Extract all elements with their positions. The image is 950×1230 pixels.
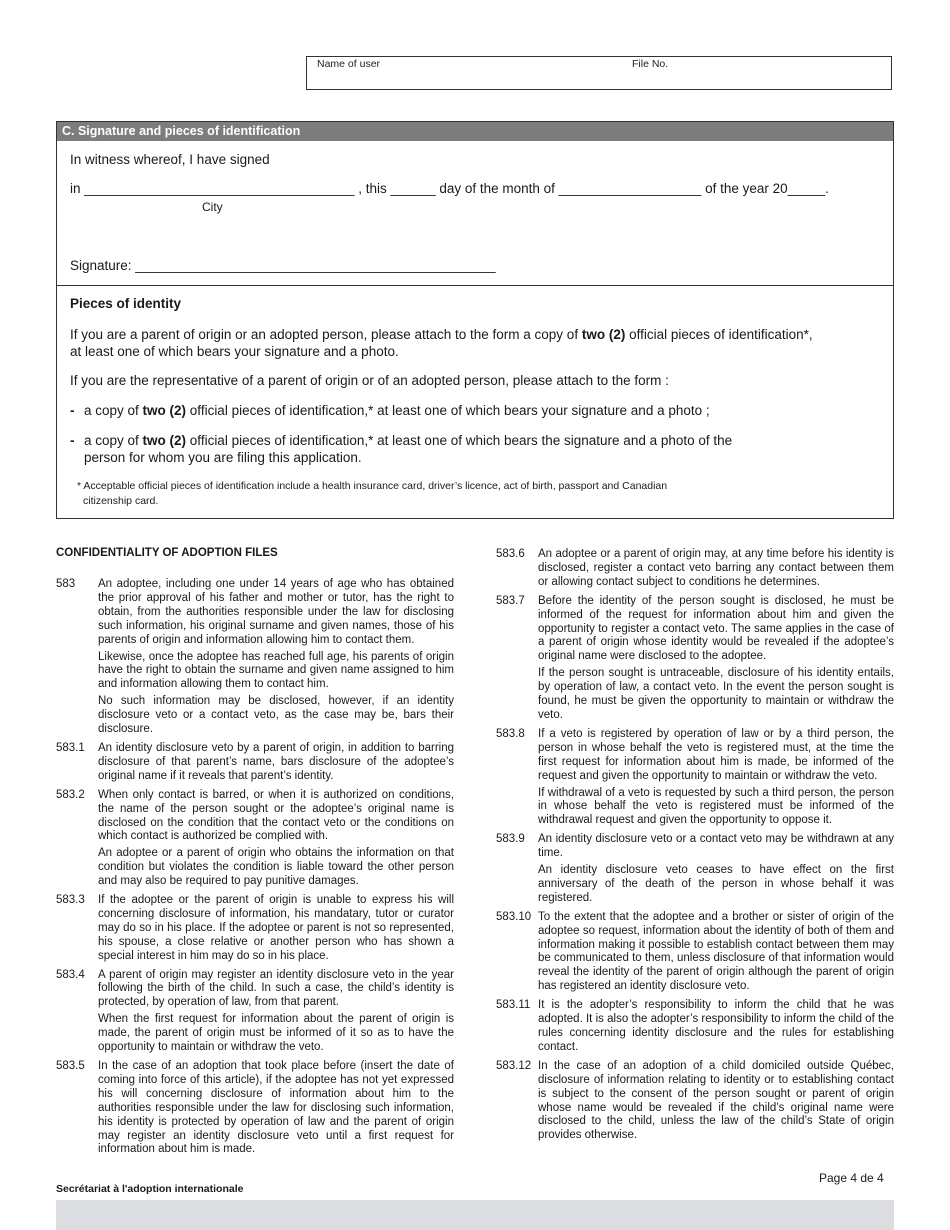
article-paragraph: If the person sought is untraceable, disclosure of his identity entails, by operation of law, a contact veto. In the event the person sought is found, he must be given the opportunity to maintain or withdraw the veto. [538,667,894,721]
article-item [496,833,894,909]
article-paragraph: In the case of an adoption of a child domiciled outside Québec, disclosure of information relating to identity or to establishing contact is subject to the consent of the person sought or parent of origin whose name would be revealed if the child’s original name were disclosed to the child, unless the law of the child’s State of origin provides otherwise. [538,1059,894,1142]
bullet-item-own-id [70,402,870,419]
article-body [98,1060,454,1160]
user-info-box [306,56,892,90]
article-paragraph: An identity disclosure veto ceases to have effect on the first anniversary of the death of the person in whose behalf it was registered. [538,864,894,904]
b2-text: a copy of [84,433,143,448]
article-paragraph: An identity disclosure veto by a parent of origin, in addition to barring disclosure of that parent’s name, bars disclosure of the adoptee’s original name if it reveals that parent’s identity. [98,741,454,782]
article-number: 583.3 [56,894,85,907]
article-body [538,833,894,909]
article-body [98,894,454,967]
article-paragraph: No such information may be disclosed, however, if an identity disclosure veto or a contact veto, as the case may be, bars their disclosure. [98,695,454,736]
date-line[interactable]: in ____________________________________ , this ______ day of the month of ___________________ of the year 20_____. [70,181,829,196]
article-number: 583.11 [496,999,531,1012]
article-item [56,578,454,740]
article-item [496,548,894,593]
article-number: 583.10 [496,910,532,923]
article-body [538,595,894,726]
pieces-of-identity-title: Pieces of identity [70,296,182,311]
bullet-dash: - [70,433,75,448]
article-body [538,728,894,831]
article-paragraph: An identity disclosure veto or a contact veto may be withdrawn at any time. [538,833,894,860]
article-paragraph: If a veto is registered by operation of law or by a third person, the person in whose behalf the veto is registered must, at the time the first request for information about him is made, be informed of the request and given the opportunity to maintain or withdraw the veto. [538,727,894,782]
b2-line2: person for whom you are filing this application. [84,450,362,465]
article-body [98,789,454,892]
article-paragraph: When the first request for information about the parent of origin is made, the parent of origin must be informed of it so as to have the opportunity to maintain or withdraw the veto. [98,1013,454,1054]
article-paragraph: It is the adopter’s responsibility to inform the child that he was adopted. It is also the adopter’s responsibility to inform the child of the rules concerning identity disclosure and the rules for establishing contact. [538,999,894,1053]
article-paragraph: If the adoptee or the parent of origin is unable to express his will concerning disclosure of information, his mandatary, tutor or curator may do so in his place. If the adoptee or parent is not so represented, his spouse, a close relative or another person who has shown a special interest in him may do so in his place. [98,894,454,962]
b1-bold: two (2) [142,403,187,418]
article-item [496,595,894,726]
article-number: 583.7 [496,594,525,607]
footer-bar [56,1200,894,1230]
article-paragraph: If withdrawal of a veto is requested by such a third person, the person in whose behalf the veto is registered must be informed of the withdrawal request and given the opportunity to oppose it. [538,786,894,827]
section-divider [57,285,893,286]
article-number: 583.2 [56,788,85,801]
article-paragraph: Likewise, once the adoptee has reached full age, his parents of origin have the right to obtain the surname and given name assigned to him and information allowing them to contact him. [98,650,454,691]
p1-line2: at least one of which bears your signature and a photo. [70,344,399,359]
b1-text: a copy of [84,403,143,418]
article-paragraph: An adoptee or a parent of origin may, at any time before his identity is disclosed, register a contact veto barring any contact between them or allowing contact subject to conditions he determines. [538,548,894,588]
b2-text-after: official pieces of identification,* at least one of which bears the signature and a photo of the [186,433,733,448]
footnote-line2: citizenship card. [83,494,159,507]
article-number: 583.5 [56,1060,85,1072]
article-paragraph: A parent of origin may register an identity disclosure veto in the year following the birth of the child. In such a case, the child’s identity is protected, by operation of law, from that parent. [98,968,454,1009]
article-item [496,728,894,831]
p1-bold: two (2) [581,327,626,342]
name-of-user-label: Name of user [317,58,381,70]
article-paragraph: When only contact is barred, or when it is authorized on conditions, the name of the person sought or the adoptee’s original name is disclosed on the condition that the contact veto or the conditions on which contact is authorized be complied with. [98,788,454,843]
article-number: 583.4 [56,968,85,981]
article-item [496,1060,894,1146]
p1-text-after: official pieces of identification*, [625,327,813,342]
article-body [98,578,454,740]
article-number: 583 [56,578,76,590]
article-paragraph: Before the identity of the person sought is disclosed, he must be informed of the request for information about him and given the opportunity to register a contact veto. The same applies in the case of a parent of origin whose identity would be revealed if the adoptee’s original name were disclosed to the adoptee. [538,594,894,663]
article-item [56,1060,454,1160]
b1-text-after: official pieces of identification,* at least one of which bears your signature and a photo ; [186,403,710,418]
b2-bold: two (2) [142,433,187,448]
article-item [496,911,894,997]
p1-text: If you are a parent of origin or an adopted person, please attach to the form a copy of [70,327,582,342]
signature-line[interactable]: Signature: ________________________________________________ [70,258,496,273]
article-number: 583.12 [496,1059,532,1072]
article-body [538,911,894,997]
article-body [98,742,454,787]
bullet-dash: - [70,403,75,418]
article-item [56,789,454,892]
article-body [538,999,894,1058]
article-number: 583.9 [496,833,525,846]
article-item [56,969,454,1058]
confidentiality-heading: CONFIDENTIALITY OF ADOPTION FILES [56,547,278,559]
article-body [538,1060,894,1146]
articles-right-column [496,548,894,1148]
city-label: City [202,200,223,214]
section-c-title: C. Signature and pieces of identification [57,122,893,141]
article-body [538,548,894,593]
footer-organization: Secrétariat à l'adoption internationale [56,1183,244,1195]
parent-instructions [70,326,870,360]
bullet-item-represented-id [70,432,870,466]
article-paragraph: To the extent that the adoptee and a brother or sister of origin of the adoptee so request, information about the identity of both of them and information making it possible to establish contact between them may be communicated to them, unless disclosure of that information would reveal the identity of the parent of origin although the parent of origin has registered an identity disclosure veto. [538,910,894,993]
footnote-line1: * Acceptable official pieces of identification include a health insurance card, driver’s licence, act of birth, passport and Canadian [77,480,668,492]
section-c-signature [56,121,894,519]
representative-instructions: If you are the representative of a parent of origin or of an adopted person, please attach to the form : [70,373,669,388]
page-number: Page 4 de 4 [819,1171,884,1185]
articles-left-column [56,578,454,1162]
article-paragraph: An adoptee or a parent of origin who obtains the information on that condition but violates the condition is liable toward the other person and may also be required to pay punitive damages. [98,847,454,888]
witness-line: In witness whereof, I have signed [70,152,270,167]
article-item [496,999,894,1058]
article-item [56,742,454,787]
article-number: 583.8 [496,727,525,740]
file-no-label: File No. [632,58,669,70]
article-body [98,969,454,1058]
article-item [56,894,454,967]
article-paragraph: An adoptee, including one under 14 years of age who has obtained the prior approval of his father and mother or tutor, has the right to obtain, from the authorities responsible under the law for disclosing such information, his original surname and given names, those of his parents of origin and information allowing him to contact them. [98,578,454,646]
article-number: 583.6 [496,548,525,560]
article-paragraph: In the case of an adoption that took place before (insert the date of coming into force of this article), if the adoptee has not yet expressed his will concerning disclosure of information about him to the authorities responsible under the law for disclosing such information, his identity is protected by operation of law and the parent of origin may register an identity disclosure veto until a first request for information about him is made. [98,1060,454,1156]
id-footnote [77,479,777,508]
article-number: 583.1 [56,741,85,754]
